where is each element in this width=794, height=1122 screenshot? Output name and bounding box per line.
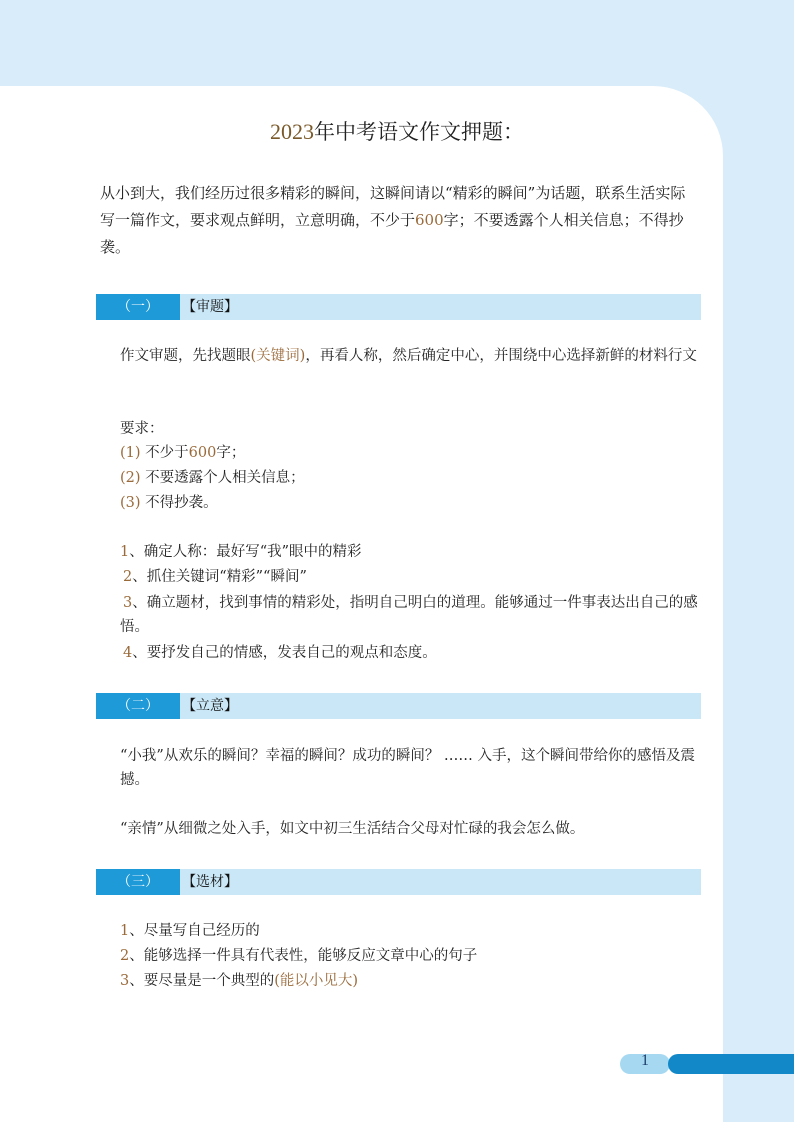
section-label: 【立意】	[182, 698, 238, 714]
section-label: 【审题】	[182, 299, 238, 315]
section-number: （三）	[96, 869, 180, 895]
requirement-3	[120, 491, 218, 515]
section-number: （二）	[96, 693, 180, 719]
point-num: 4	[123, 645, 133, 661]
section-header-shenti	[96, 294, 701, 320]
point-text: 、确立题材，找到事情的精彩处，指明自己明白的道理。能够通过一件事表达出自己的感悟。	[120, 595, 698, 635]
shenti-intro	[120, 344, 700, 368]
xuancai-item-3	[120, 969, 358, 993]
section-header-liyi	[96, 693, 701, 719]
page-number: 1	[641, 1052, 649, 1069]
prompt-text-1: 从小到大，我们经历过很多精彩的瞬间，这瞬间请以“精彩的瞬间”为话题，联系生活实际写一篇作文，要求观点鲜明，立意明确，不少于	[100, 184, 686, 229]
xuancai-item-2	[120, 944, 477, 968]
prompt-paragraph	[100, 180, 690, 261]
req-text: 不得抄袭。	[140, 495, 218, 511]
title-year: 2023	[270, 119, 314, 144]
liyi-paragraph-1: “小我”从欢乐的瞬间？幸福的瞬间？成功的瞬间？ …… 入手，这个瞬间带给你的感悟及震撼。	[120, 748, 696, 788]
section-header-xuancai	[96, 869, 701, 895]
liyi-paragraph-2: “亲情”从细微之处入手，如文中初三生活结合父母对忙碌的我会怎么做。	[120, 821, 585, 837]
item-text: 、尽量写自己经历的	[129, 923, 260, 939]
point-4	[123, 641, 437, 665]
xuancai-item-1	[120, 919, 260, 943]
intro-text-a: 作文审题，先找题眼	[120, 348, 251, 364]
title-text: 年中考语文作文押题：	[314, 120, 524, 144]
point-1	[120, 540, 362, 564]
point-text: 、要抒发自己的情感，发表自己的观点和态度。	[132, 645, 437, 661]
req-text: 不要透露个人相关信息；	[140, 470, 305, 486]
requirement-2	[120, 466, 305, 490]
req-text: 不少于	[140, 445, 189, 461]
page-footer-bar	[668, 1054, 794, 1074]
req-text-end: 字；	[216, 445, 246, 461]
item-num: 1	[120, 923, 130, 939]
prompt-number: 600	[415, 211, 444, 229]
point-2	[123, 565, 307, 589]
item-note: (能以小见大)	[274, 973, 359, 989]
item-text: 、要尽量是一个典型的	[129, 973, 275, 989]
item-text: 、能够选择一件具有代表性，能够反应文章中心的句子	[129, 948, 478, 964]
item-num: 3	[120, 973, 130, 989]
intro-text-c: ，再看人称，然后确定中心，并围绕中心选择新鲜的材料行文	[305, 348, 697, 364]
section-label: 【选材】	[182, 874, 238, 890]
item-num: 2	[120, 948, 130, 964]
point-num: 2	[123, 569, 133, 585]
section-number: （一）	[96, 294, 180, 320]
req-num: (3)	[120, 495, 141, 511]
requirement-1	[120, 441, 245, 465]
point-num: 3	[123, 595, 133, 611]
req-number: 600	[188, 445, 217, 461]
point-num: 1	[120, 544, 130, 560]
page-title	[0, 116, 794, 146]
req-num: (2)	[120, 470, 141, 486]
intro-keyword: (关键词)	[250, 348, 306, 364]
prompt-text-2: 字；不要透露个人相关信息；不得抄袭。	[100, 211, 684, 256]
point-text: 、抓住关键词“精彩”“瞬间”	[132, 569, 307, 585]
requirement-title: 要求：	[120, 421, 164, 437]
req-num: (1)	[120, 445, 141, 461]
point-3	[120, 591, 702, 639]
point-text: 、确定人称：最好写“我”眼中的精彩	[129, 544, 362, 560]
